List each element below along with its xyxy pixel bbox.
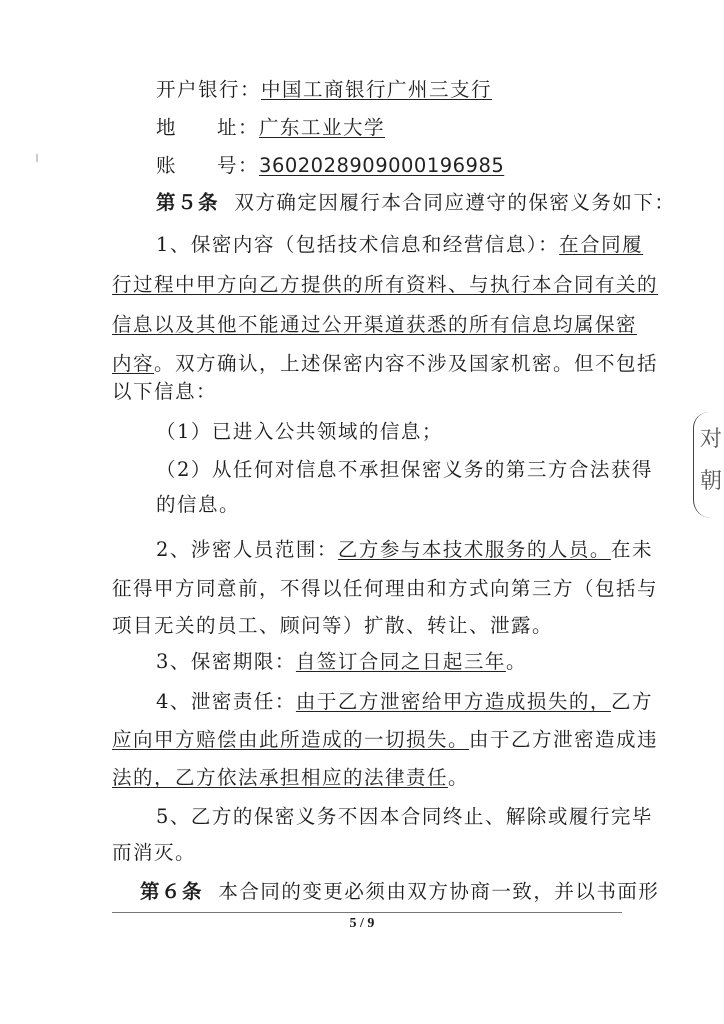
item3-line1 <box>156 650 527 674</box>
bank-value: 中国工商银行广州三支行 <box>261 78 493 101</box>
account-row <box>156 154 504 178</box>
article-5-title: 第５条 <box>156 191 220 214</box>
page-number: 5 / 9 <box>349 916 375 931</box>
item4-tail-1: 乙方 <box>610 690 653 713</box>
item4-underline-1: 由于乙方泄密给甲方造成损失的， <box>295 690 611 713</box>
item1-underline-3: 信息以及其他不能通过公开渠道获悉的所有信息均属保密 <box>112 313 638 336</box>
item3-underline: 自签订合同之日起三年 <box>295 650 506 673</box>
item1-lead: 1、保密内容（包括技术信息和经营信息）： <box>156 233 560 256</box>
item2-tail-1: 在未 <box>610 538 653 561</box>
item2-line2: 征得甲方同意前，不得以任何理由和方式向第三方（包括与 <box>112 577 659 600</box>
article-5-text: 双方确定因履行本合同应遵守的保密义务如下： <box>234 191 676 214</box>
bank-label: 开户银行： <box>156 78 262 101</box>
address-label-a: 地 <box>156 116 178 139</box>
item1-line1 <box>156 233 643 257</box>
footer-rule <box>112 912 622 913</box>
scan-speck <box>36 154 38 162</box>
item1-line4 <box>112 352 658 376</box>
item4-underline-3: 法的，乙方依法承担相应的法律责任 <box>112 766 449 789</box>
item1-line2 <box>112 273 658 297</box>
account-value: 3602028909000196985 <box>259 154 505 177</box>
item3-tail: 。 <box>505 650 527 673</box>
seal-glyph-1: 对 <box>700 427 723 452</box>
item1-sub2a: （2）从任何对信息不承担保密义务的第三方合法获得 <box>156 458 653 481</box>
item4-tail-2: 由于乙方泄密造成违 <box>469 728 659 751</box>
item1-underline-2: 行过程中甲方向乙方提供的所有资料、与执行本合同有关的 <box>112 273 659 296</box>
item4-lead: 4、泄密责任： <box>156 690 296 713</box>
item2-line1 <box>156 538 653 562</box>
seal-glyph-2: 朝 <box>700 469 723 494</box>
item4-tail-3: 。 <box>448 766 470 789</box>
article-5-heading <box>156 191 675 215</box>
item1-sub2b: 的信息。 <box>156 493 241 516</box>
item1-sub1: （1）已进入公共领域的信息； <box>156 420 443 443</box>
seal-fragment <box>693 412 724 518</box>
item1-line3 <box>112 313 637 337</box>
article-6-heading <box>140 880 659 904</box>
item1-line5: 以下信息： <box>112 380 218 403</box>
item4-line1 <box>156 690 653 714</box>
item2-underline-1: 乙方参与本技术服务的人员。 <box>337 538 611 561</box>
item4-line3 <box>112 766 469 790</box>
account-label-a: 账 <box>156 154 178 177</box>
item2-lead: 2、涉密人员范围： <box>156 538 338 561</box>
item5-line2: 而消灭。 <box>112 841 197 864</box>
item3-lead: 3、保密期限： <box>156 650 296 673</box>
item4-underline-2: 应向甲方赔偿由此所造成的一切损失。 <box>112 728 470 751</box>
bank-row <box>156 78 492 102</box>
article-6-text: 本合同的变更必须由双方协商一致，并以书面形 <box>218 880 660 903</box>
account-label-b: 号： <box>217 154 260 177</box>
address-label-b: 址： <box>217 116 260 139</box>
item1-tail-4: 。双方确认，上述保密内容不涉及国家机密。但不包括 <box>154 352 659 375</box>
address-value: 广东工业大学 <box>259 116 386 139</box>
item1-underline-4: 内容 <box>112 352 155 375</box>
address-row <box>156 116 385 140</box>
item4-line2 <box>112 728 658 752</box>
item2-line3: 项目无关的员工、顾问等）扩散、转让、泄露。 <box>112 614 554 637</box>
item5-line1: 5、乙方的保密义务不因本合同终止、解除或履行完毕 <box>156 805 653 828</box>
item1-underline-1: 在合同履 <box>559 233 644 256</box>
article-6-title: 第６条 <box>140 880 204 903</box>
